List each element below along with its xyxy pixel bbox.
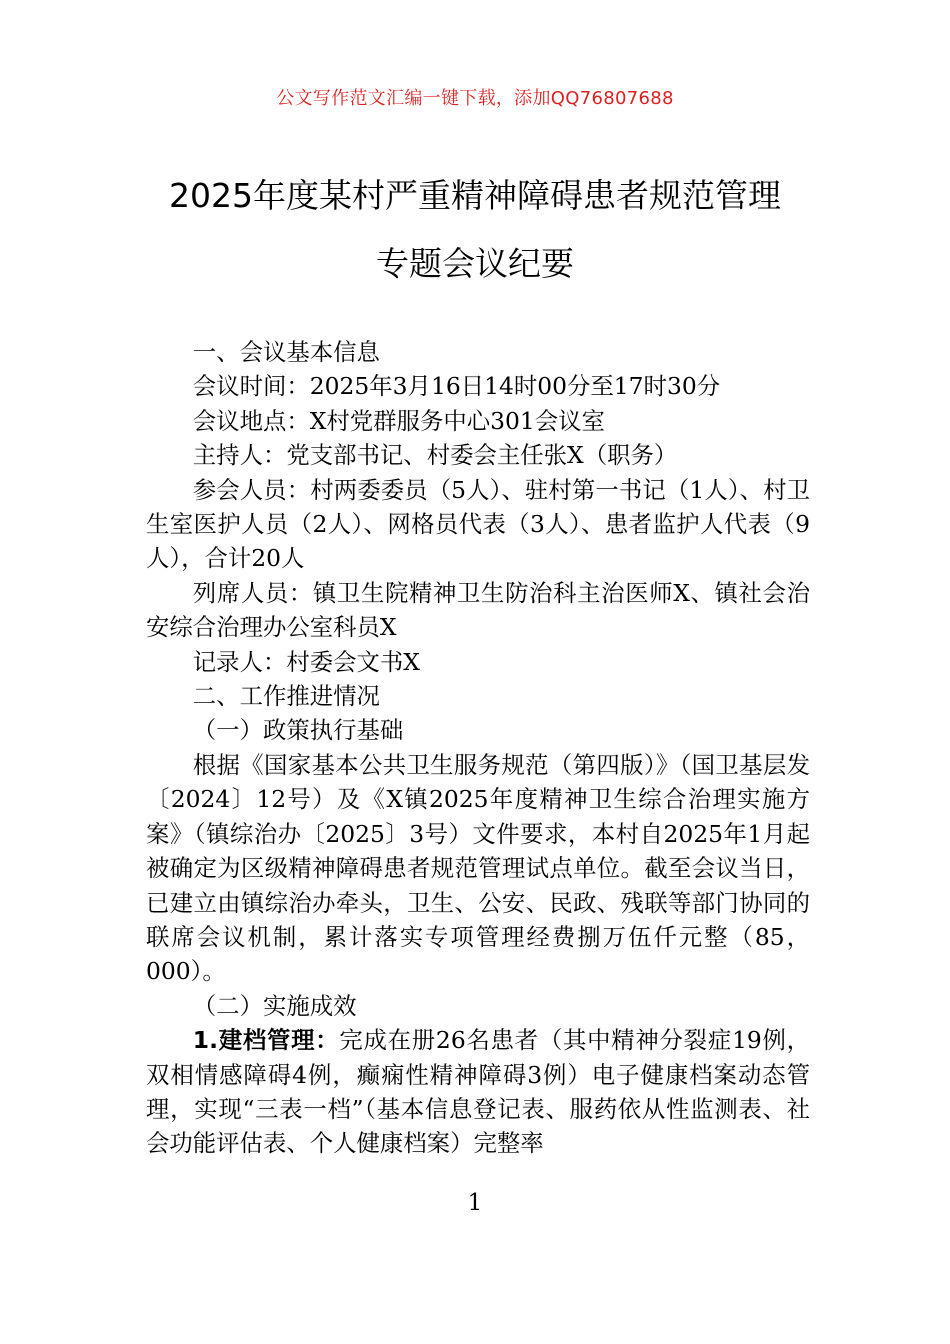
meeting-observers: 列席人员：镇卫生院精神卫生防治科主治医师X、镇社会治安综合治理办公室科员X bbox=[146, 578, 810, 642]
meeting-place: 会议地点：X村党群服务中心301会议室 bbox=[192, 406, 605, 435]
section-heading-progress: 二、工作推进情况 bbox=[192, 682, 380, 711]
item-record-management-label: 1.建档管理： bbox=[192, 1026, 340, 1055]
document-title-line-2: 专题会议纪要 bbox=[376, 244, 574, 283]
meeting-recorder: 记录人：村委会文书X bbox=[192, 647, 420, 676]
meeting-host: 主持人：党支部书记、村委会主任张X（职务） bbox=[192, 441, 678, 470]
policy-paragraph: 根据《国家基本公共卫生服务规范（第四版）》（国卫基层发〔2024〕12号）及《X镇2025年度精神卫生综合治理实施方案》（镇综治办〔2025〕3号）文件要求，本村自2025年1月起被确定为区级精神障碍患者规范管理试点单位。截至会议当日，已建立由镇综治办牵头，卫生、公安、民政、残联等部门协同的联席会议机制，累计落实专项管理经费捌万伍仟元整（85，000）。 bbox=[146, 750, 810, 986]
item-record-management bbox=[146, 1023, 810, 1161]
meeting-time: 会议时间：2025年3月16日14时00分至17时30分 bbox=[192, 372, 721, 401]
item-record-management-text: 完成在册26名患者（其中精神分裂症19例，双相情感障碍4例，癫痫性精神障碍3例）电子健康档案动态管理，实现“三表一档”（基本信息登记表、服药依从性监测表、社会功能评估表、个人健康档案）完整率 bbox=[146, 1026, 810, 1158]
section-heading-basic-info: 一、会议基本信息 bbox=[192, 338, 380, 366]
watermark-text: 公文写作范文汇编一键下载，添加QQ76807688 bbox=[276, 88, 674, 109]
document-body bbox=[146, 335, 810, 1161]
meeting-attendees: 参会人员：村两委委员（5人）、驻村第一书记（1人）、村卫生室医护人员（2人）、网格员代表（3人）、患者监护人代表（9人），合计20人 bbox=[146, 475, 810, 573]
subsection-heading-results: （二）实施成效 bbox=[192, 991, 357, 1020]
subsection-heading-policy: （一）政策执行基础 bbox=[192, 716, 404, 745]
page-number: 1 bbox=[467, 1190, 483, 1216]
document-title-line-1: 2025年度某村严重精神障碍患者规范管理 bbox=[169, 176, 781, 215]
